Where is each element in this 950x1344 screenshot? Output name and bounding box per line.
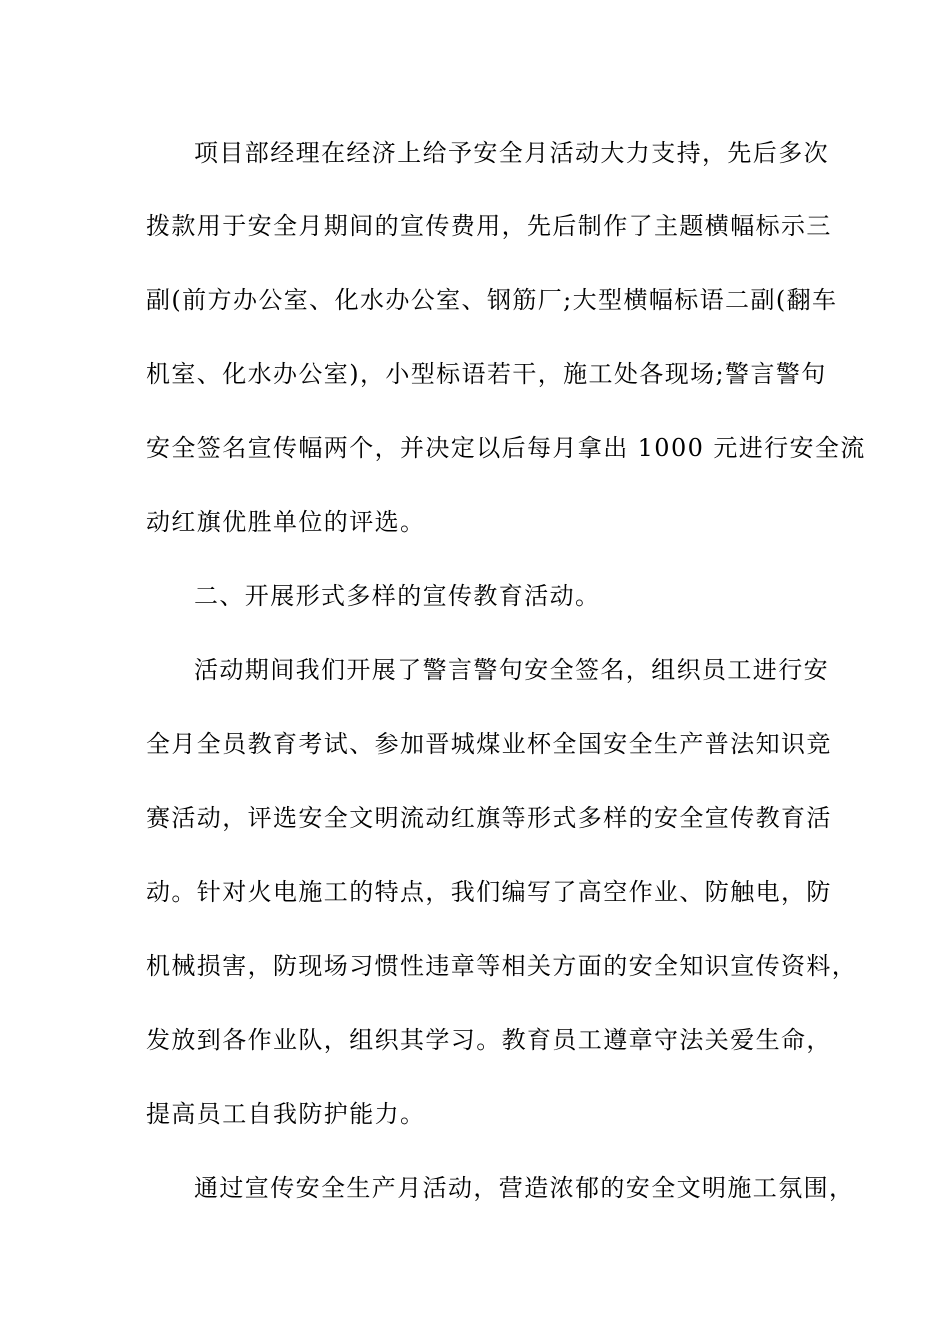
paragraph-line: 通过宣传安全生产月活动，营造浓郁的安全文明施工氛围， [194, 1174, 855, 1202]
paragraph-line: 拨款用于安全月期间的宣传费用，先后制作了主题横幅标示三 [146, 212, 832, 240]
paragraph-line: 赛活动，评选安全文明流动红旗等形式多样的安全宣传教育活 [146, 804, 832, 832]
paragraph-line: 动红旗优胜单位的评选。 [146, 508, 426, 536]
paragraph-line: 全月全员教育考试、参加晋城煤业杯全国安全生产普法知识竞 [146, 730, 832, 758]
paragraph-line: 提高员工自我防护能力。 [146, 1100, 426, 1128]
paragraph-line: 副(前方办公室、化水办公室、钢筋厂;大型横幅标语二副(翻车 [146, 286, 838, 314]
section-heading: 二、开展形式多样的宣传教育活动。 [194, 582, 601, 610]
paragraph-line: 项目部经理在经济上给予安全月活动大力支持，先后多次 [194, 139, 829, 167]
paragraph-line: 安全签名宣传幅两个，并决定以后每月拿出 1000 元进行安全流 [146, 434, 866, 462]
paragraph-line: 活动期间我们开展了警言警句安全签名，组织员工进行安 [194, 656, 829, 684]
paragraph-line: 机械损害，防现场习惯性违章等相关方面的安全知识宣传资料， [146, 952, 858, 980]
paragraph-line: 机室、化水办公室)，小型标语若干，施工处各现场;警言警句 [146, 360, 827, 388]
paragraph-line: 动。针对火电施工的特点，我们编写了高空作业、防触电，防 [146, 878, 832, 906]
paragraph-line: 发放到各作业队，组织其学习。教育员工遵章守法关爱生命， [146, 1026, 832, 1054]
